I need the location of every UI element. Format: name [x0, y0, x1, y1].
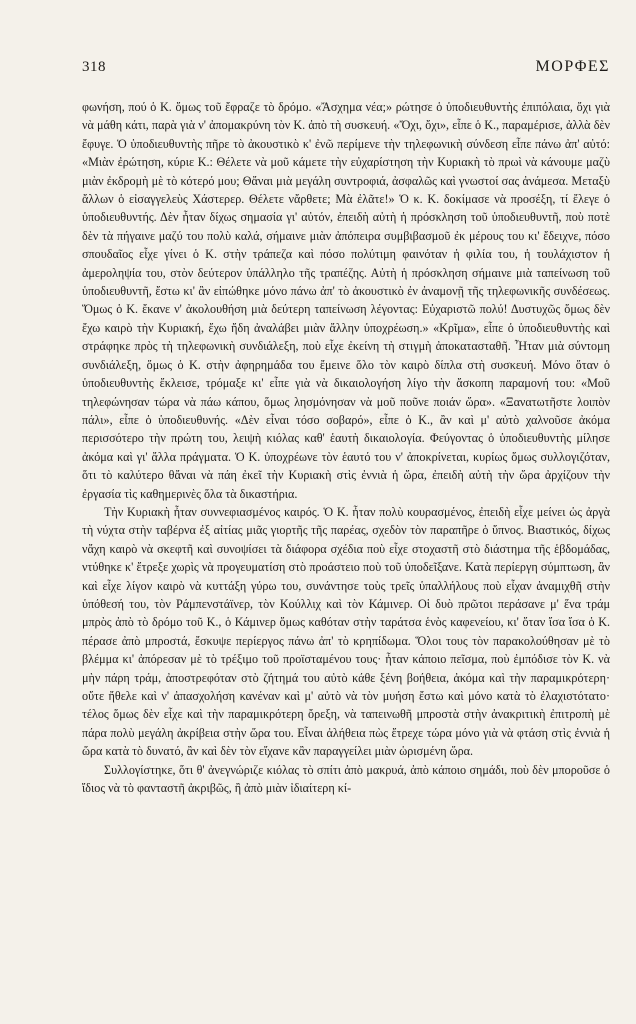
- paragraph-3: Συλλογίστηκε, ὅτι θ' ἀνεγνώριζε κιόλας τὸ σπίτι ἀπὸ μακρυά, ἀπὸ κάποιο σημάδι, ποὺ δὲν μποροῦσε ὁ ἴδιος νὰ τὸ φανταστῆ ἀκριβῶς, ἢ ἀπὸ μιὰν ἰδιαίτερη κί-: [82, 762, 610, 796]
- page-header: [82, 58, 610, 76]
- body-text: [82, 98, 610, 797]
- paragraph-2: Τὴν Κυριακὴ ἦταν συννεφιασμένος καιρός. Ὁ Κ. ἦταν πολὺ κουρασμένος, ἐπειδὴ εἶχε μείνει ὡς ἀργὰ τὴ νύχτα στὴν ταβέρνα ἐξ αἰτίας μιᾶς γιορτῆς τῆς παρέας, σχεδὸν τὸν παραπῆρε ὁ ὕπνος. Βιαστικός, δίχως νἄχη καιρὸ νὰ σκεφτῆ καὶ συνοψίσει τὰ διάφορα σχέδια ποὺ εἶχε στοχαστῆ στὸ διάστημα τῆς ἑβδομάδας, ντύθηκε κ' ἔτρεξε χωρὶς νὰ προγευματίση στὸ προάστειο ποὺ τοῦ ὑποδεῖξανε. Κατὰ περίεργη σύμπτωση, ἂν καὶ εἶχε λίγον καιρὸ νὰ κυττάξη γύρω του, συνάντησε τοὺς τρεῖς ὑπαλλήλους ποὺ εἶχαν ἀναμιχθῆ στὴν ὑπόθεσή του, τὸν Ράμπενστάϊνερ, τὸν Κούλλιχ καὶ τὸν Κάμινερ. Οἱ δυὸ πρῶτοι περάσανε μ' ἕνα τράμ μπρὸς ἀπὸ τὸ δρόμο τοῦ Κ., ὁ Κάμινερ ὅμως καθόταν στὴν ταράτσα ἑνὸς καφενείου, κι' ὅταν ἴσα ἴσα ὁ Κ. πέρασε ἀπὸ μπροστά, ἔσκυψε περίεργος πάνω ἀπ' τὸ κρηπίδωμα. Ὅλοι τους τὸν παρακολούθησαν μὲ τὸ βλέμμα κι' ἀπόρεσαν μὲ τὸ τρέξιμο τοῦ προϊσταμένου τους· ἦταν κάποιο πεῖσμα, ποὺ ἐμπόδισε τὸν Κ. νὰ μὴν πάρη τράμ, ἀποστρεφόταν στὸ ζήτημά του αὐτὸ κάθε ξένη βοήθεια, ἀκόμα καὶ τὴν παραμικρότερη· οὔτε ἤθελε καὶ ν' ἀπασχολήση κανέναν καὶ μ' αὐτὸ νὰ τὸν μυήση ἔστω καὶ μόνο κατὰ τὸ ἐλαχιστότατο· τέλος ὅμως δὲν εἶχε καὶ τὴν παραμικρότερη ὄρεξη, νὰ ταπεινωθῆ μπροστὰ στὴν ἀνακριτικὴ ἐπιτροπὴ μὲ πάρα πολὺ μεγάλη ἀκρίβεια στὴν ὥρα του. Εἶναι ἀλήθεια πὼς ἔτρεχε τώρα μόνο γιὰ νὰ φτάση στὶς ἐννιὰ ἡ ὥρα κατὰ τὸ δυνατό, ἂν καὶ δὲν τὸν εἴχανε κἂν παραγγείλει μιὰν ὡρισμένη ὥρα.: [82, 504, 610, 759]
- paragraph-1: φωνήση, πού ὁ Κ. ὅμως τοῦ ἔφραζε τὸ δρόμο. «Ἄσχημα νέα;» ρώτησε ὁ ὑποδιευθυντὴς ἐπιπόλαια, ὄχι γιὰ νὰ μάθη κάτι, παρὰ γιὰ ν' ἀπομακρύνη τὸν Κ. ἀπὸ τὴ συσκευή. «Ὄχι, ὄχι», εἶπε ὁ Κ., παραμέρισε, ἀλλὰ δὲν ἔφυγε. Ὁ ὑποδιευθυντὴς πῆρε τὸ ἀκουστικὸ κ' ἐνῶ περίμενε τὴν τηλεφωνικὴ σύνδεση εἶπε πάνω ἀπ' αὐτό: «Μιὰν ἐρώτηση, κύριε Κ.: Θέλετε νὰ μοῦ κάμετε τὴν εὐχαρίστηση τὴν Κυριακὴ τὸ πρωὶ νὰ κάνουμε μαζὺ μιὰν ἐκδρομὴ μὲ τὸ κότερό μου; Θἄναι μιὰ μεγάλη συντροφιά, ἀσφαλῶς καὶ γνωστοί σας ἀνάμεσα. Μεταξὺ ἄλλων ὁ εἰσαγγελεὺς Χάστερερ. Θέλετε νἄρθετε; Μὰ ἐλᾶτε!» Ὁ κ. Κ. δοκίμασε νὰ προσέξη, τί ἔλεγε ὁ ὑποδιευθυντής. Δὲν ἦταν δίχως σημασία γι' αὐτόν, ἐπειδὴ αὐτὴ ἡ πρόσκληση τοῦ ὑποδιευθυντῆ, ποὺ ποτὲ δὲν τὰ πήγαινε μαζύ του πολὺ καλά, σήμαινε μιὰν ἀπόπειρα συμβιβασμοῦ ἐκ μέρους του κι' ἔδειχνε, πόσο σπουδαῖος εἶχε γίνει ὁ Κ. στὴν τράπεζα καὶ πόσο πολύτιμη φαινόταν ἡ φιλία του, ἡ τουλάχιστον ἡ ἀμεροληψία του, στὸν δεύτερον ὑπάλληλο τῆς τραπέζης. Αὐτὴ ἡ πρόσκληση σήμαινε μιὰ ταπείνωση τοῦ ὑποδιευθυντῆ, ἔστω κι' ἂν εἰπώθηκε μόνο πάνω ἀπ' τὸ ἀκουστικὸ ἐν ἀναμονῇ τῆς τηλεφωνικῆς συνδέσεως. Ὅμως ὁ Κ. ἔκανε ν' ἀκολουθήση μιὰ δεύτερη ταπείνωση λέγοντας: Εὐχαριστῶ πολύ! Δυστυχῶς ὅμως δὲν ἔχω καιρὸ τὴν Κυριακή, ἔχω ἤδη ἀναλάβει μιὰν ἄλλην ὑποχρέωση.» «Κρῖμα», εἶπε ὁ ὑποδιευθυντὴς καὶ στράφηκε πρὸς τὴ τηλεφωνικὴ συνδιάλεξη, ποὺ εἶχε ἐκείνη τὴ στιγμὴ ἀποκατασταθῆ. Ἦταν μιὰ σύντομη συνδιάλεξη, ὅμως ὁ Κ. στὴν ἀφηρημάδα του ἔμεινε ὅλο τὸν καιρὸ δίπλα στὴ συσκευή. Μόνο ὅταν ὁ ὑποδιευθυντὴς ἔκλεισε, τρόμαξε κι' εἶπε γιὰ νὰ δικαιολογήση λίγο τὴν ἄσκοπη παραμονή του: «Μοῦ τηλεφώνησαν τώρα νὰ πάω κάπου, ὅμως λησμόνησαν νὰ μοῦ ποῦνε ποιάν ὥρα». «Ξανατωτῆστε λοιπὸν πάλι», εἶπε ὁ ὑποδιευθυνής. «Δὲν εἶναι τόσο σοβαρό», εἶπε ὁ Κ., ἂν καὶ μ' αὐτὸ χαλνοῦσε ἀκόμα περισσότερο τὴν πρώτη του, λειψὴ κιόλας καθ' ἑαυτὴ δικαιολογία. Φεύγοντας ὁ ὑποδιευθυντὴς μίλησε ἀκόμα καὶ γι' ἄλλα πράγματα. Ὁ Κ. ὑποχρέωνε τὸν ἑαυτό του ν' ἀποκρίνεται, κυρίως ὅμως συλλογιζόταν, ὅτι τὸ καλύτερο θἄναι νὰ πάη ἐκεῖ τὴν Κυριακὴ στὶς ἐννιὰ ἡ ὥρα, ἐπειδὴ αὐτὴ τὴν ὥρα ἀρχίζουν τὴν ἐργασία τὶς καθημερινὲς ὅλα τὰ δικαστήρια.: [82, 100, 610, 501]
- running-title: ΜΟΡΦΕΣ: [535, 58, 610, 75]
- page-number: 318: [82, 59, 106, 75]
